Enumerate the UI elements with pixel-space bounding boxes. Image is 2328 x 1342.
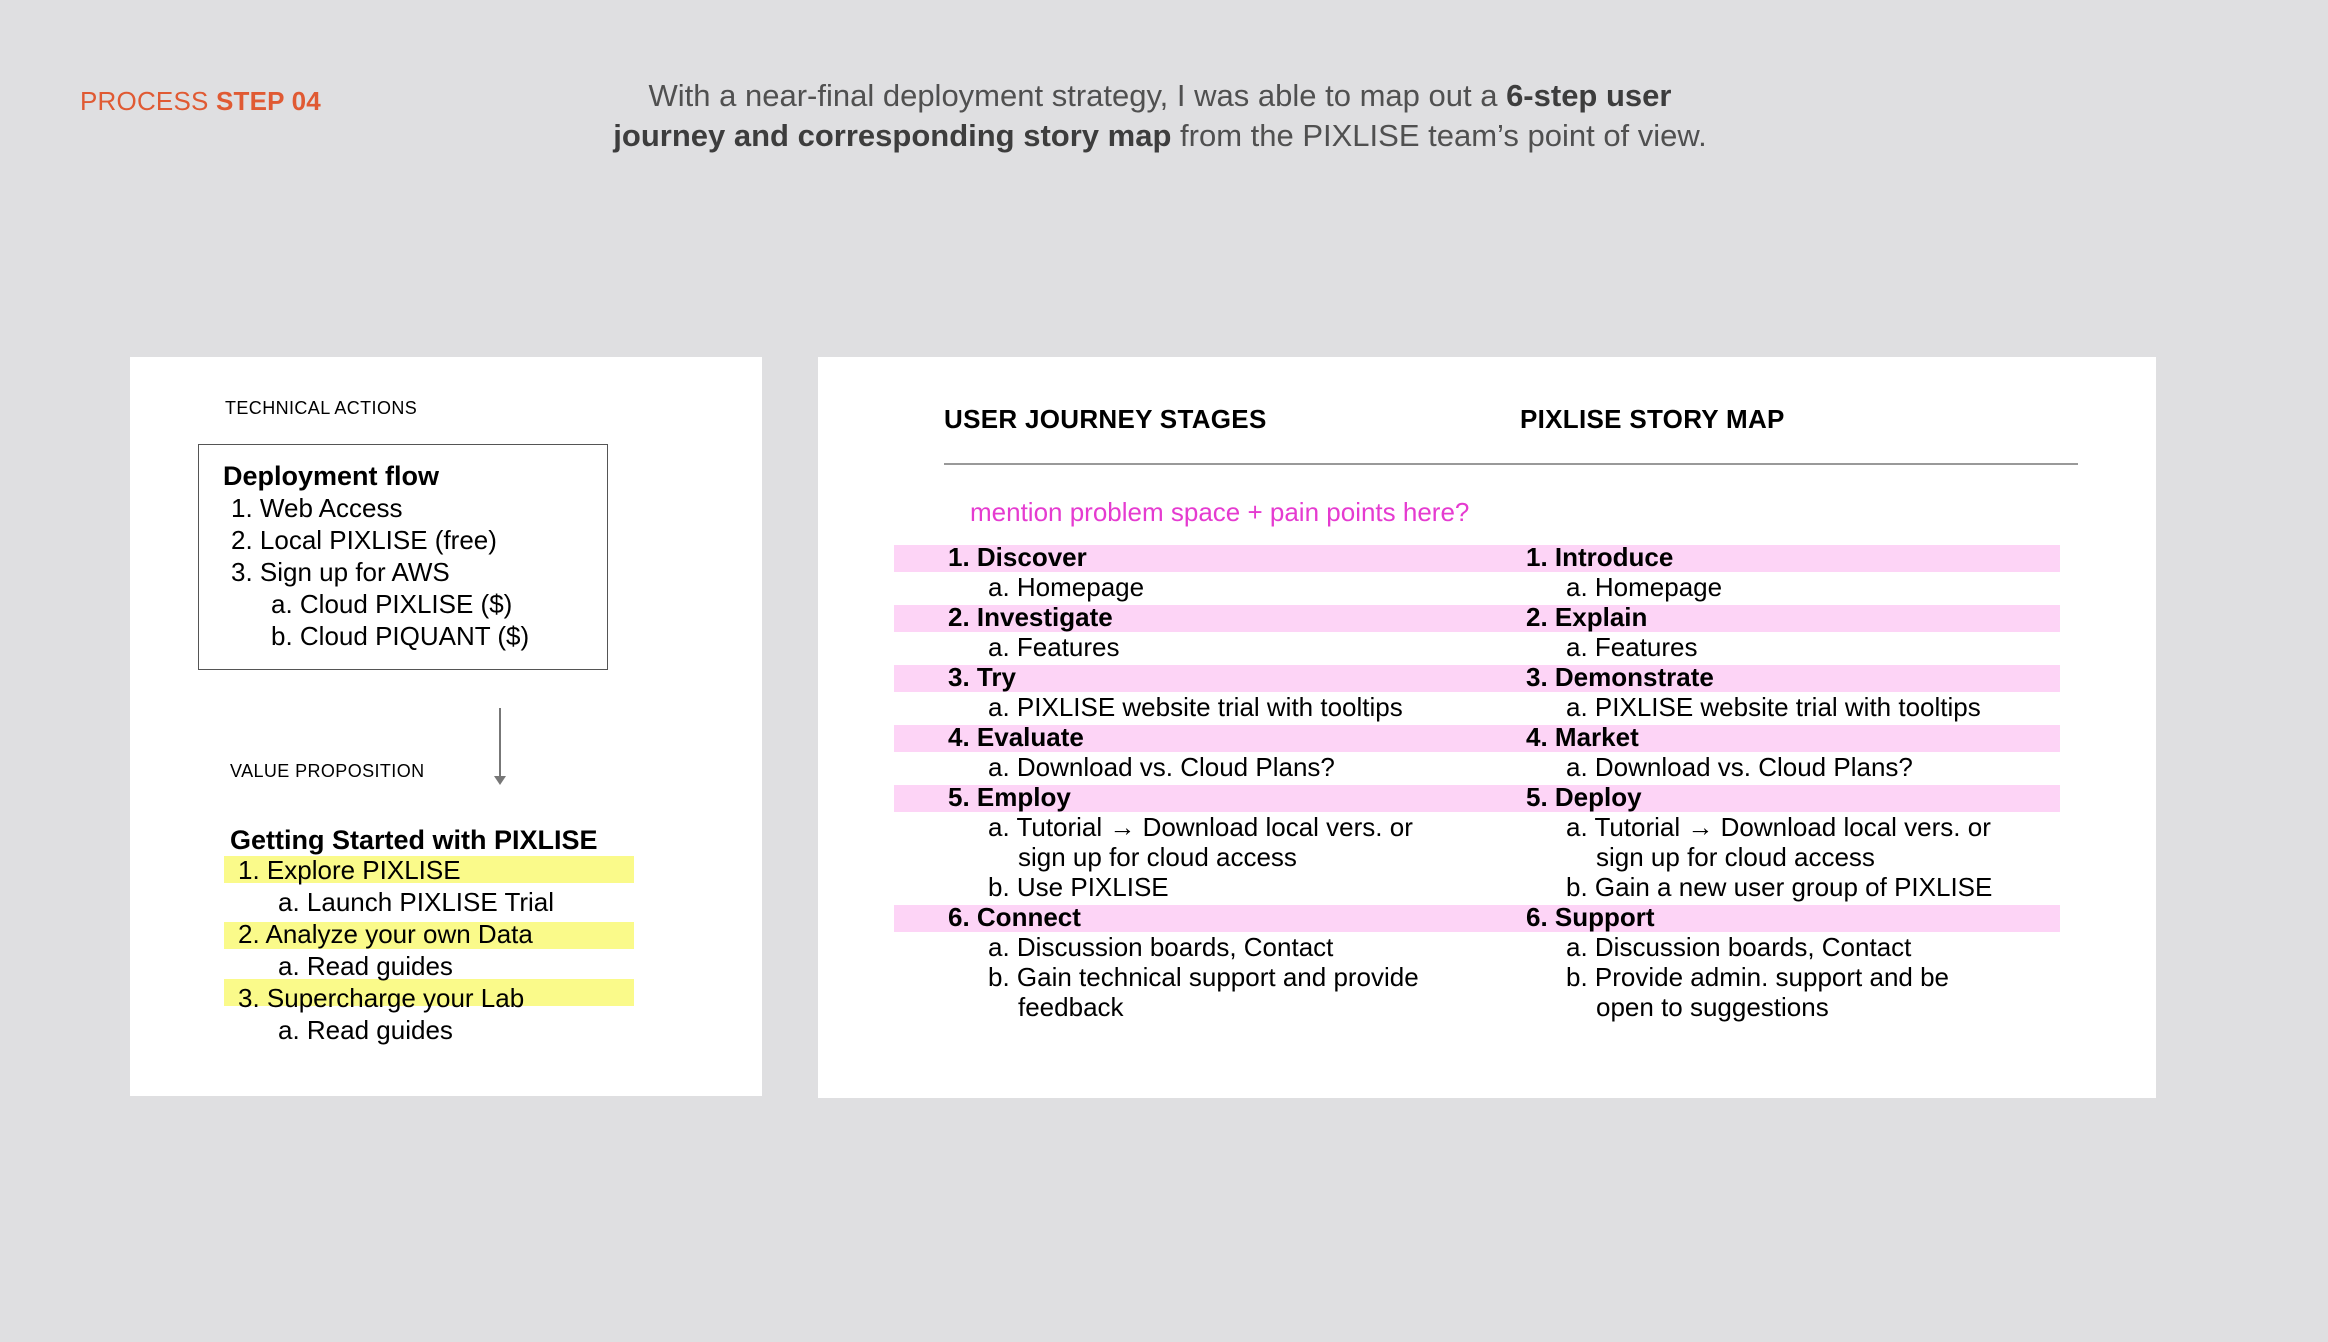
headline-part-2: 6-step user [1506, 78, 1672, 113]
journey-stage-title: 6. Connect [948, 902, 1081, 932]
getting-started-substep: a. Read guides [278, 951, 453, 981]
headline-part-1: With a near-final deployment strategy, I was able to map out a [648, 78, 1498, 113]
journey-stage-title: 3. Try [948, 662, 1016, 692]
journey-stage-sub: a. Homepage [988, 572, 1145, 602]
getting-started-substep: a. Launch PIXLISE Trial [278, 887, 555, 917]
story-stage-title: 4. Market [1526, 722, 1639, 752]
story-stage-title: 6. Support [1526, 902, 1655, 932]
down-arrow-line [499, 708, 501, 780]
process-step-number: STEP 04 [215, 86, 321, 116]
process-step-label [80, 86, 321, 117]
story-stage-sub: a. Discussion boards, Contact [1566, 932, 1912, 962]
journey-stage-sub: a. Features [988, 632, 1120, 662]
story-stage-sub: a. Features [1566, 632, 1698, 662]
flow-item: 2. Local PIXLISE (free) [231, 525, 497, 555]
flow-subitem: a. Cloud PIXLISE ($) [271, 589, 513, 619]
flow-item: 3. Sign up for AWS [231, 557, 450, 587]
value-proposition-label: VALUE PROPOSITION [230, 761, 425, 781]
getting-started-step: 3. Supercharge your Lab [238, 983, 525, 1013]
technical-actions-card [130, 357, 762, 1096]
story-stage-sub: a. Tutorial → Download local vers. or [1566, 812, 1991, 842]
page-headline [560, 76, 1760, 156]
header-divider [944, 463, 2078, 465]
deployment-flow-title: Deployment flow [223, 461, 440, 491]
journey-stage-title: 1. Discover [948, 542, 1087, 572]
journey-stage-sub: sign up for cloud access [1018, 842, 1297, 872]
story-stage-sub: a. Download vs. Cloud Plans? [1566, 752, 1913, 782]
journey-stage-sub: a. PIXLISE website trial with tooltips [988, 692, 1403, 722]
down-arrow-icon [494, 776, 506, 785]
story-stage-sub: a. PIXLISE website trial with tooltips [1566, 692, 1981, 722]
getting-started-step: 2. Analyze your own Data [238, 919, 533, 949]
journey-stage-sub: a. Download vs. Cloud Plans? [988, 752, 1335, 782]
story-stage-title: 5. Deploy [1526, 782, 1642, 812]
process-prefix: PROCESS [80, 86, 209, 116]
story-stage-sub: open to suggestions [1596, 992, 1829, 1022]
journey-stage-sub: feedback [1018, 992, 1124, 1022]
story-stage-sub: a. Homepage [1566, 572, 1723, 602]
getting-started-step: 1. Explore PIXLISE [238, 855, 461, 885]
technical-actions-label: TECHNICAL ACTIONS [225, 398, 418, 418]
story-stage-sub: b. Gain a new user group of PIXLISE [1566, 872, 1993, 902]
mention-note: mention problem space + pain points here? [970, 497, 1470, 527]
story-stage-title: 3. Demonstrate [1526, 662, 1714, 692]
story-stage-sub: sign up for cloud access [1596, 842, 1875, 872]
story-map-heading: PIXLISE STORY MAP [1520, 404, 1785, 434]
journey-stage-sub: a. Discussion boards, Contact [988, 932, 1334, 962]
user-journey-stages-heading: USER JOURNEY STAGES [944, 404, 1267, 434]
stage-band [894, 665, 2060, 692]
flow-item: 1. Web Access [231, 493, 403, 523]
flow-subitem: b. Cloud PIQUANT ($) [271, 621, 530, 651]
journey-stage-sub: b. Use PIXLISE [988, 872, 1169, 902]
journey-stage-title: 5. Employ [948, 782, 1071, 812]
headline-part-4: from the PIXLISE team’s point of view. [1180, 118, 1707, 153]
journey-stage-title: 4. Evaluate [948, 722, 1084, 752]
deployment-flow-box [198, 444, 608, 670]
headline-part-3: journey and corresponding story map [613, 118, 1172, 153]
story-stage-sub: b. Provide admin. support and be [1566, 962, 1950, 992]
journey-stage-sub: a. Tutorial → Download local vers. or [988, 812, 1413, 842]
journey-stage-sub: b. Gain technical support and provide [988, 962, 1419, 992]
journey-story-map-card [818, 357, 2156, 1098]
journey-stage-title: 2. Investigate [948, 602, 1113, 632]
story-stage-title: 2. Explain [1526, 602, 1648, 632]
getting-started-substep: a. Read guides [278, 1015, 453, 1045]
story-stage-title: 1. Introduce [1526, 542, 1674, 572]
getting-started-title: Getting Started with PIXLISE [230, 825, 598, 855]
